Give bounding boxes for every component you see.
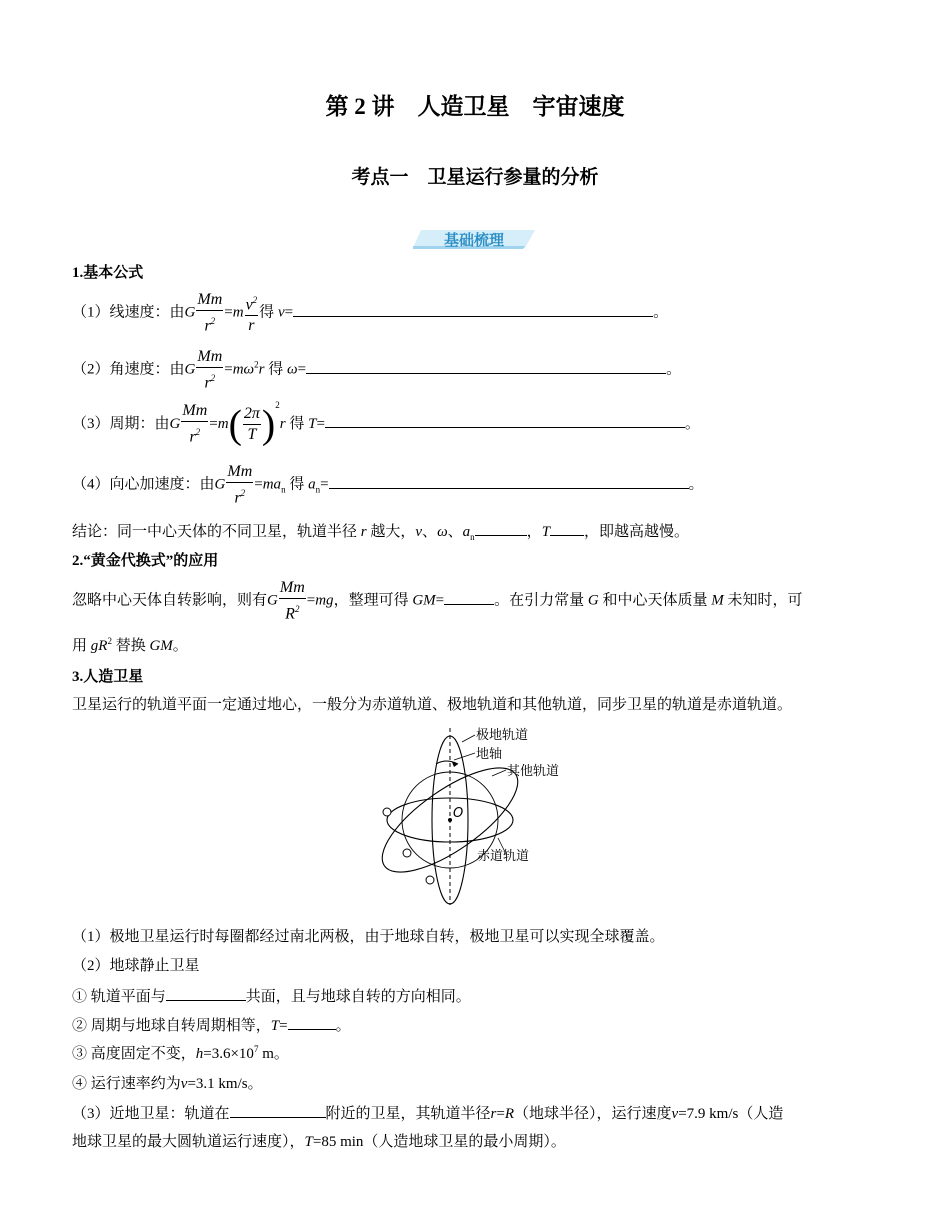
satellite-polar [426, 876, 434, 884]
satellite-equatorial [383, 808, 391, 816]
label-equatorial-orbit: 赤道轨道 [477, 849, 530, 864]
geo-point-1: ① 轨道平面与 共面，且与地球自转的方向相同。 [72, 984, 471, 1006]
formula-centripetal-acceleration: （4）向心加速度：由G $\frac{Mm}{r^2}$ $=ma_n$ 得 $a_n=$ 。 [72, 463, 704, 507]
polar-satellite-text: （1）极地卫星运行时每圈都经过南北两极，由于地球自转，极地卫星可以实现全球覆盖。 [72, 929, 665, 945]
answer-blank[interactable] [293, 300, 653, 317]
center-label: O [453, 806, 464, 821]
label-earth-axis: 地轴 [476, 747, 503, 762]
near-earth-satellite-text: （3）近地卫星：轨道在 附近的卫星，其轨道半径r=R（地球半径），运行速度v=7.9 km/s（人造 [72, 1101, 783, 1123]
label-polar-orbit: 极地轨道 [476, 728, 529, 743]
orbit-diagram [380, 720, 570, 910]
conclusion-text: 结论：同一中心天体的不同卫星，轨道半径 r 越大，v、ω、$a_n$ ，T ，即越高越慢。 [72, 519, 689, 542]
section-badge [413, 228, 535, 250]
geo-point-4: ④ 运行速率约为v=3.1 km/s。 [72, 1076, 263, 1092]
golden-formula-text: 忽略中心天体自转影响，则有G $\frac{Mm}{R^2}$ =mg，整理可得 GM= 。在引力常量 G 和中心天体质量 M 未知时，可 [72, 579, 803, 623]
formula-linear-velocity: （1）线速度：由G $\frac{Mm}{r^2}$ =m $\frac{v^2}{r}$ 得 v= 。 [72, 291, 669, 335]
answer-blank[interactable] [166, 984, 246, 1001]
answer-blank[interactable] [230, 1101, 326, 1118]
page-title: 第 2 讲 人造卫星 宇宙速度 [325, 94, 625, 119]
geostationary-heading: （2）地球静止卫星 [72, 958, 200, 974]
heading-artificial-satellites: 3.人造卫星 [72, 669, 144, 685]
near-earth-satellite-text-cont: 地球卫星的最大圆轨道运行速度），T=85 min（人造地球卫星的最小周期）。 [72, 1134, 566, 1150]
center-point [448, 818, 452, 822]
satellite-intro: 卫星运行的轨道平面一定通过地心，一般分为赤道轨道、极地轨道和其他轨道，同步卫星的轨道是赤道轨道。 [72, 697, 793, 713]
answer-blank[interactable] [288, 1013, 336, 1030]
answer-blank[interactable] [444, 588, 494, 605]
satellite-other [403, 849, 411, 857]
geo-point-3: ③ 高度固定不变，$h=3.6\times 10^7$ m。 [72, 1044, 289, 1062]
answer-blank[interactable] [329, 472, 689, 489]
label-other-orbit: 其他轨道 [507, 764, 560, 779]
heading-golden-substitution: 2.“黄金代换式”的应用 [72, 553, 219, 569]
geo-point-2: ② 周期与地球自转周期相等，T= 。 [72, 1013, 351, 1035]
formula-angular-velocity: （2）角速度：由G $\frac{Mm}{r^2}$ $=m\omega^2r$ 得 ω= 。 [72, 348, 682, 392]
answer-blank[interactable] [475, 519, 527, 536]
answer-blank[interactable] [550, 519, 584, 536]
formula-period: （3）周期：由G $\frac{Mm}{r^2}$ =m( $\frac{2\pi}{T}$ )$^2$r 得 T= 。 [72, 400, 700, 447]
section-title: 考点一 卫星运行参量的分析 [351, 167, 599, 188]
heading-basic-formulas: 1.基本公式 [72, 265, 144, 281]
badge-label: 基础梳理 [443, 231, 504, 249]
golden-formula-text-cont: 用 $gR^2$ 替换 GM。 [72, 636, 188, 654]
answer-blank[interactable] [325, 411, 685, 428]
answer-blank[interactable] [306, 357, 666, 374]
